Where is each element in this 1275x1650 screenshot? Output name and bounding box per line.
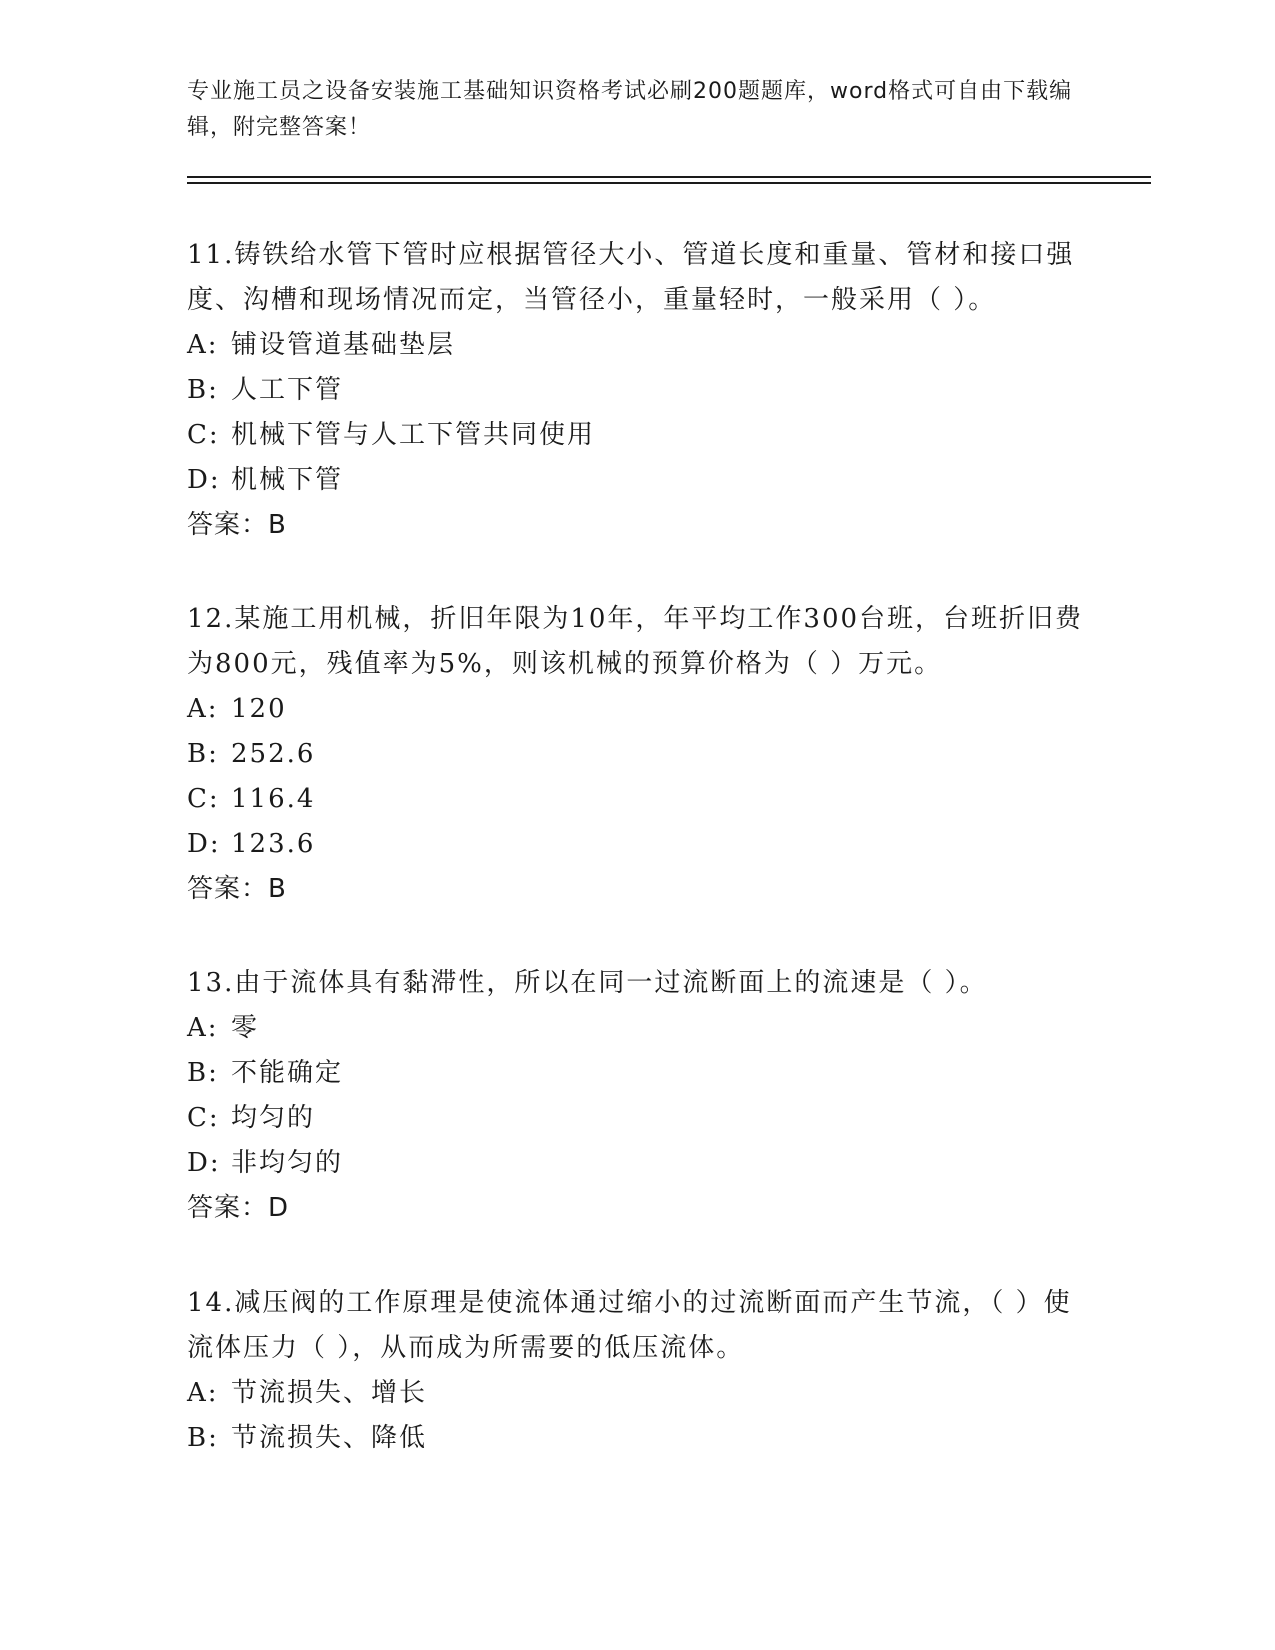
option-text: 252.6: [231, 739, 316, 769]
option-b: [187, 1416, 1087, 1461]
option-key: A:: [187, 694, 219, 724]
option-b: [187, 1051, 1087, 1096]
option-text: 不能确定: [231, 1058, 344, 1088]
option-key: B:: [187, 375, 219, 405]
header-divider: [187, 176, 1151, 178]
option-key: B:: [187, 1423, 219, 1453]
option-key: C:: [187, 784, 220, 814]
option-text: 机械下管: [231, 465, 344, 495]
option-key: B:: [187, 1058, 219, 1088]
question-text: 11.铸铁给水管下管时应根据管径大小、管道长度和重量、管材和接口强度、沟槽和现场情况而定，当管径小，重量轻时，一般采用（ ）。: [187, 240, 1075, 315]
option-key: A:: [187, 1378, 219, 1408]
question-11: [187, 233, 1087, 548]
option-a: [187, 1371, 1087, 1416]
option-b: [187, 732, 1087, 777]
document-header: 专业施工员之设备安装施工基础知识资格考试必刷200题题库，word格式可自由下载编辑，附完整答案！: [187, 79, 1073, 140]
option-key: D:: [187, 1148, 221, 1178]
question-12: [187, 597, 1087, 912]
option-key: D:: [187, 465, 221, 495]
option-text: 机械下管与人工下管共同使用: [231, 420, 596, 450]
option-c: [187, 1096, 1087, 1141]
option-key: B:: [187, 739, 219, 769]
option-text: 铺设管道基础垫层: [231, 330, 456, 360]
question-text: 14.减压阀的工作原理是使流体通过缩小的过流断面而产生节流，（ ）使流体压力（ ），从而成为所需要的低压流体。: [187, 1288, 1072, 1363]
option-c: [187, 413, 1087, 458]
option-text: 节流损失、降低: [231, 1423, 428, 1453]
question-text: 13.由于流体具有黏滞性，所以在同一过流断面上的流速是（ ）。: [187, 968, 988, 998]
option-d: [187, 822, 1087, 867]
option-text: 零: [231, 1013, 260, 1043]
option-a: [187, 323, 1087, 368]
option-text: 116.4: [231, 784, 316, 814]
question-13: [187, 961, 1087, 1231]
option-text: 123.6: [231, 829, 316, 859]
option-text: 均匀的: [231, 1103, 316, 1133]
option-a: [187, 1006, 1087, 1051]
question-text: 12.某施工用机械，折旧年限为10年，年平均工作300台班，台班折旧费为800元，残值率为5%，则该机械的预算价格为（ ）万元。: [187, 604, 1084, 679]
option-d: [187, 458, 1087, 503]
option-key: C:: [187, 1103, 220, 1133]
option-key: A:: [187, 1013, 219, 1043]
answer-line: 答案：B: [187, 510, 287, 540]
option-d: [187, 1141, 1087, 1186]
answer-line: 答案：B: [187, 874, 287, 904]
option-text: 人工下管: [231, 375, 344, 405]
answer-line: 答案：D: [187, 1193, 290, 1223]
question-14: [187, 1281, 1087, 1461]
option-b: [187, 368, 1087, 413]
header-divider-secondary: [187, 182, 1151, 184]
option-key: D:: [187, 829, 221, 859]
option-text: 非均匀的: [231, 1148, 344, 1178]
option-text: 120: [231, 694, 287, 724]
option-a: [187, 687, 1087, 732]
option-text: 节流损失、增长: [231, 1378, 428, 1408]
option-key: C:: [187, 420, 220, 450]
option-key: A:: [187, 330, 219, 360]
option-c: [187, 777, 1087, 822]
